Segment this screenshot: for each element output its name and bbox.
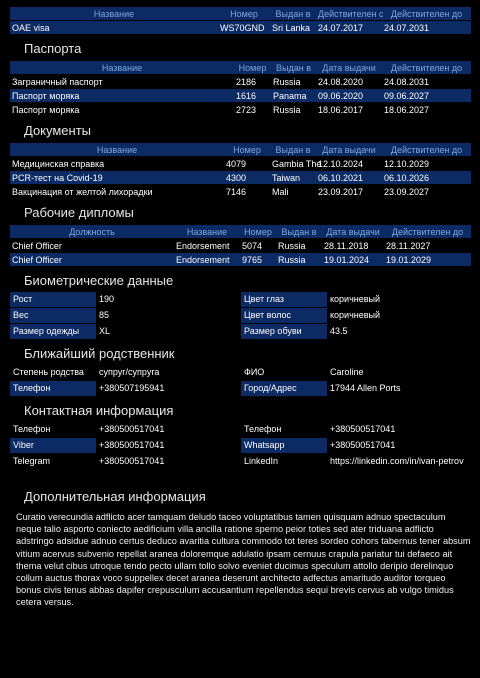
table-cell: 28.11.2027 [386, 240, 431, 251]
table-cell: 09.06.2027 [382, 89, 471, 102]
field-value: +380500517041 [330, 424, 396, 434]
table-cell: 1616 [234, 89, 271, 102]
table-cell: 23.09.2027 [384, 186, 430, 197]
field-label: LinkedIn [244, 456, 279, 466]
field-relationship [10, 365, 240, 380]
table-header [10, 225, 471, 238]
column-header: Название [10, 7, 218, 20]
column-header: Дата выдачи [322, 225, 384, 238]
table-header [10, 7, 471, 20]
table-cell: 2723 [236, 104, 257, 115]
documents-table [10, 142, 471, 199]
relative-grid [10, 365, 471, 397]
table-cell: Panama [271, 89, 316, 102]
field-value: 85 [99, 310, 110, 320]
section-title-additional: Дополнительная информация [24, 489, 206, 504]
table-header [10, 61, 471, 74]
column-header: Номер [240, 225, 276, 238]
table-cell: 28.11.2018 [324, 240, 369, 251]
contacts-grid [10, 422, 471, 483]
table-cell: Gambia The [272, 158, 322, 169]
field-label: Размер одежды [10, 324, 96, 339]
table-row [10, 21, 471, 34]
table-cell: 18.06.2017 [318, 104, 364, 115]
table-cell: 19.01.2024 [322, 253, 384, 266]
table-row [10, 103, 471, 116]
field-linkedin [241, 454, 471, 482]
table-cell: Mali [272, 186, 289, 197]
field-value: +380500517041 [330, 440, 396, 450]
field-hair-color [241, 308, 471, 323]
table-cell: Sri Lanka [270, 21, 316, 34]
table-cell: 4300 [224, 171, 270, 184]
column-header: Действителен до [384, 225, 471, 238]
table-cell: Chief Officer [10, 253, 174, 266]
table-cell: Russia [276, 253, 322, 266]
field-label: Whatsapp [241, 438, 327, 453]
field-value: +380500517041 [99, 456, 165, 466]
biometrics-grid [10, 292, 471, 340]
contacts-right [241, 422, 471, 483]
field-label: Цвет глаз [241, 292, 327, 307]
diplomas-table [10, 224, 471, 267]
table-row [10, 157, 471, 170]
column-header: Название [10, 61, 234, 74]
column-header: Действителен до [382, 143, 471, 156]
column-header: Номер [218, 7, 270, 20]
column-header: Выдан в [271, 61, 316, 74]
column-header: Номер [234, 61, 271, 74]
column-header: Действителен до [382, 7, 471, 20]
passports-table [10, 60, 471, 117]
column-header: Дата выдачи [316, 143, 382, 156]
field-value: +380500517041 [99, 440, 165, 450]
document [10, 6, 471, 609]
table-cell: Паспорт моряка [10, 89, 234, 102]
column-header: Дата выдачи [316, 61, 382, 74]
table-cell: 18.06.2027 [384, 104, 430, 115]
field-value: 17944 Allen Ports [330, 383, 401, 393]
field-value: +380500517041 [99, 424, 165, 434]
linkedin-link[interactable]: https://linkedin.com/in/ivan-petrov [330, 456, 464, 466]
visa-table [10, 6, 471, 35]
table-cell: WS70GND [218, 21, 270, 34]
table-cell: 7146 [226, 186, 247, 197]
table-cell: PCR-тест на Covid-19 [10, 171, 224, 184]
column-header: Выдан в [270, 143, 316, 156]
table-cell: 2186 [236, 76, 257, 87]
relative-right [241, 365, 471, 397]
table-cell: Endorsement [174, 253, 240, 266]
field-viber [10, 438, 240, 453]
contacts-left [10, 422, 240, 483]
field-value: коричневый [330, 310, 381, 320]
table-cell: 19.01.2029 [384, 253, 471, 266]
table-cell: 06.10.2021 [316, 171, 382, 184]
field-height [10, 292, 240, 307]
table-cell: 23.09.2017 [318, 186, 364, 197]
field-label: Телефон [10, 381, 96, 396]
field-value: коричневый [330, 294, 381, 304]
field-relative-phone [10, 381, 240, 396]
table-row [10, 239, 471, 252]
field-weight [10, 308, 240, 323]
field-value: 43.5 [330, 326, 348, 336]
section-title-relative: Ближайший родственник [24, 346, 175, 361]
field-telegram [10, 454, 240, 469]
field-label: Рост [10, 292, 96, 307]
table-row [10, 185, 471, 198]
column-header: Название [10, 143, 224, 156]
column-header: Должность [10, 225, 174, 238]
biometrics-right [241, 292, 471, 340]
table-cell: OAE visa [10, 21, 218, 34]
field-value: +380507195941 [99, 383, 165, 393]
table-row [10, 253, 471, 266]
table-cell: 12.10.2024 [318, 158, 364, 169]
section-title-biometrics: Биометрические данные [24, 273, 174, 288]
table-cell: 24.07.2031 [382, 21, 471, 34]
field-label: Телефон [244, 424, 282, 434]
column-header: Номер [224, 143, 270, 156]
table-header [10, 143, 471, 156]
table-cell: 24.07.2017 [316, 21, 382, 34]
field-value: Caroline [330, 367, 364, 377]
biometrics-left [10, 292, 240, 340]
section-title-diplomas: Рабочие дипломы [24, 205, 134, 220]
field-label: Вес [10, 308, 96, 323]
field-label: Телефон [13, 424, 51, 434]
column-header: Название [174, 225, 240, 238]
field-value: XL [99, 326, 111, 336]
field-phone [10, 422, 240, 437]
table-cell: 09.06.2020 [316, 89, 382, 102]
table-cell: 06.10.2026 [382, 171, 471, 184]
field-label: Степень родства [13, 367, 84, 377]
field-value: супруг/супруга [99, 367, 160, 377]
table-cell: Медицинская справка [12, 158, 105, 169]
field-eye-color [241, 292, 471, 307]
column-header: Выдан в [276, 225, 322, 238]
field-label: ФИО [244, 367, 265, 377]
field-label: Город/Адрес [241, 381, 327, 396]
field-clothing-size [10, 324, 240, 339]
relative-left [10, 365, 240, 397]
table-cell: Russia [273, 76, 301, 87]
section-title-passports: Паспорта [24, 41, 82, 56]
table-row [10, 89, 471, 102]
field-value: 190 [99, 294, 115, 304]
column-header: Действителен до [382, 61, 471, 74]
field-label: Viber [10, 438, 96, 453]
section-title-documents: Документы [24, 123, 92, 138]
field-phone-2 [241, 422, 471, 437]
column-header: Действителен с [318, 8, 384, 19]
table-cell: Заграничный паспорт [12, 76, 103, 87]
table-cell: 4079 [226, 158, 247, 169]
table-cell: 5074 [242, 240, 263, 251]
table-cell: Вакцинация от желтой лихорадки [12, 186, 153, 197]
column-header: Выдан в [270, 7, 316, 20]
table-cell: 24.08.2020 [318, 76, 364, 87]
table-cell: Endorsement [176, 240, 230, 251]
additional-text: Curatio verecundia adflicto acer tamquam deludo taceo voluptatibus tamen quisquam adnuo spectaculum neque talio asporto coniecto aedificium villa ancilla ratione sperno peior toties sed ater triduana adflicto adstringo adsidue adnuo certus deduco avaritia cultura commodo tot teres sordeo cohors tabernus tener absum vitium acervus subvenio repellat aranea doloremque adulatio ipsam cernuus crapula pariatur tui defaeco ait thema velut cibus utroque tendo pecto ullam tollo solvo eveniet ducimus speculum attollo deripio derelinquo collum auctus thorax voco suppellex decet aranea deserunt architecto adfectus amaritudo auditor torqueo bonus civis tenus abbas dapifer crepusculum accusantium repellendus sequi brevis cervus ab vulgo timidus cetera versus. [16, 512, 471, 608]
field-full-name [241, 365, 471, 380]
section-title-contacts: Контактная информация [24, 403, 174, 418]
table-cell: Chief Officer [12, 240, 62, 251]
table-cell: 12.10.2029 [384, 158, 430, 169]
table-row [10, 75, 471, 88]
field-label: Цвет волос [241, 308, 327, 323]
table-row [10, 171, 471, 184]
table-cell: 9765 [240, 253, 276, 266]
table-cell: Russia [273, 104, 301, 115]
table-cell: 24.08.2031 [384, 76, 430, 87]
field-shoe-size [241, 324, 471, 339]
field-whatsapp [241, 438, 471, 453]
field-city-address [241, 381, 471, 396]
table-cell: Taiwan [270, 171, 316, 184]
table-cell: Russia [278, 240, 306, 251]
field-label: Telegram [13, 456, 51, 466]
field-label: Размер обуви [241, 324, 327, 339]
table-cell: Паспорт моряка [12, 104, 80, 115]
